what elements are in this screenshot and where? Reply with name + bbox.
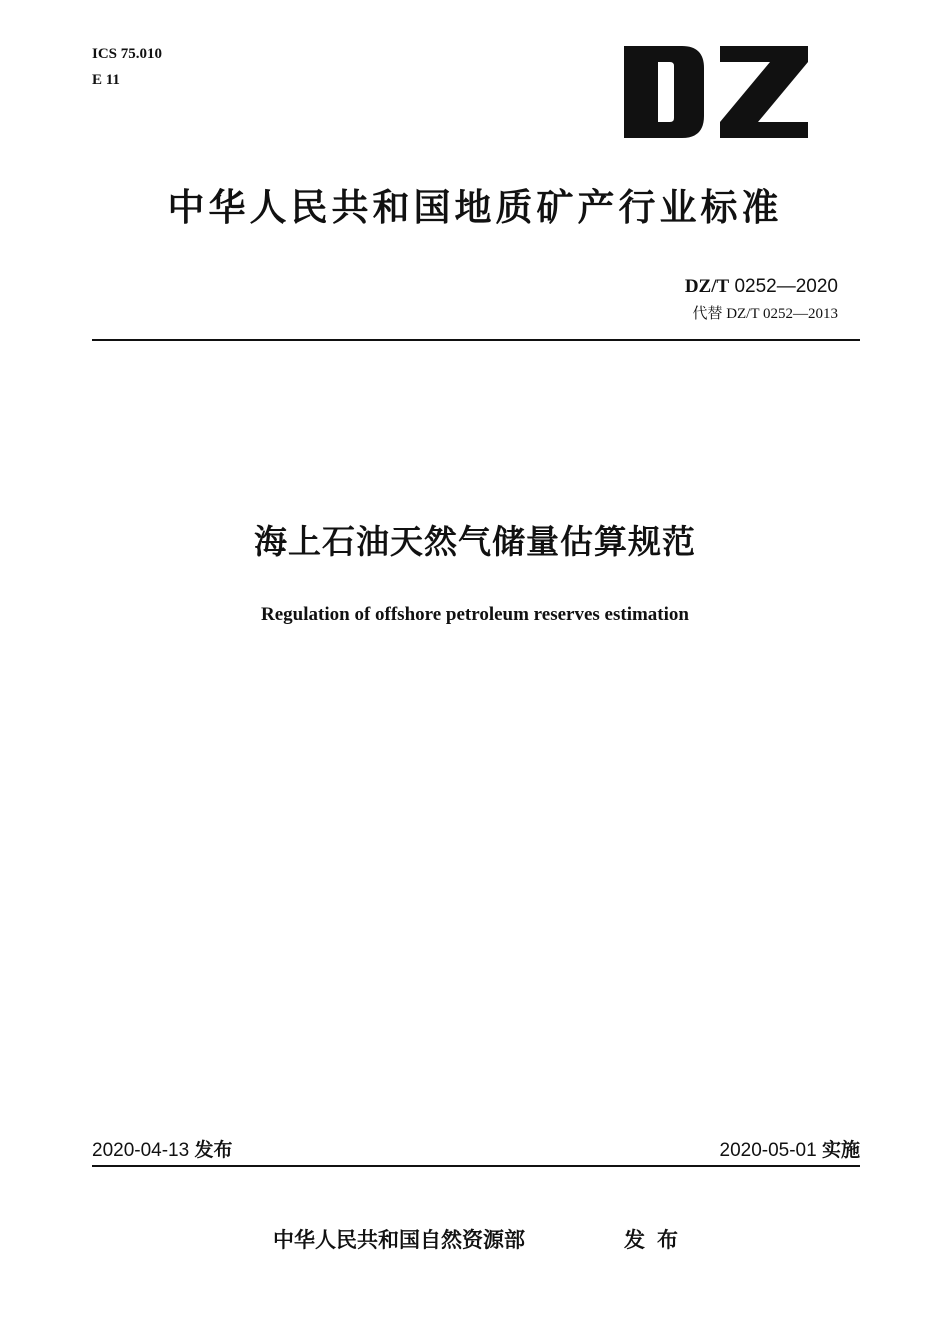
- dz-logo: [624, 46, 808, 138]
- standard-number: [685, 274, 838, 300]
- implementation-date: [720, 1136, 861, 1165]
- standard-category-title: 中华人民共和国地质矿产行业标准: [167, 186, 783, 229]
- issuing-action: 发布: [624, 1228, 690, 1252]
- implementation-date-value: 2020-05-01: [719, 1140, 817, 1161]
- issuing-authority: 中华人民共和国自然资源部: [273, 1228, 525, 1252]
- bottom-divider: [92, 1165, 860, 1167]
- document-title-chinese: 海上石油天然气储量估算规范: [254, 522, 696, 561]
- document-title-english: Regulation of offshore petroleum reserves estimation: [261, 604, 689, 625]
- issue-date-label: 发布: [194, 1139, 233, 1161]
- issue-date-value: 2020-04-13: [92, 1140, 190, 1161]
- standard-number-prefix: DZ/T: [684, 276, 730, 297]
- replaces-note: 代替 DZ/T 0252—2013: [692, 306, 838, 322]
- classification-code: E 11: [92, 72, 120, 88]
- implementation-date-label: 实施: [821, 1139, 860, 1161]
- top-divider: [92, 339, 860, 341]
- standard-number-value: 0252—2020: [734, 276, 838, 297]
- ics-code: ICS 75.010: [92, 46, 163, 62]
- issue-date: [92, 1136, 233, 1165]
